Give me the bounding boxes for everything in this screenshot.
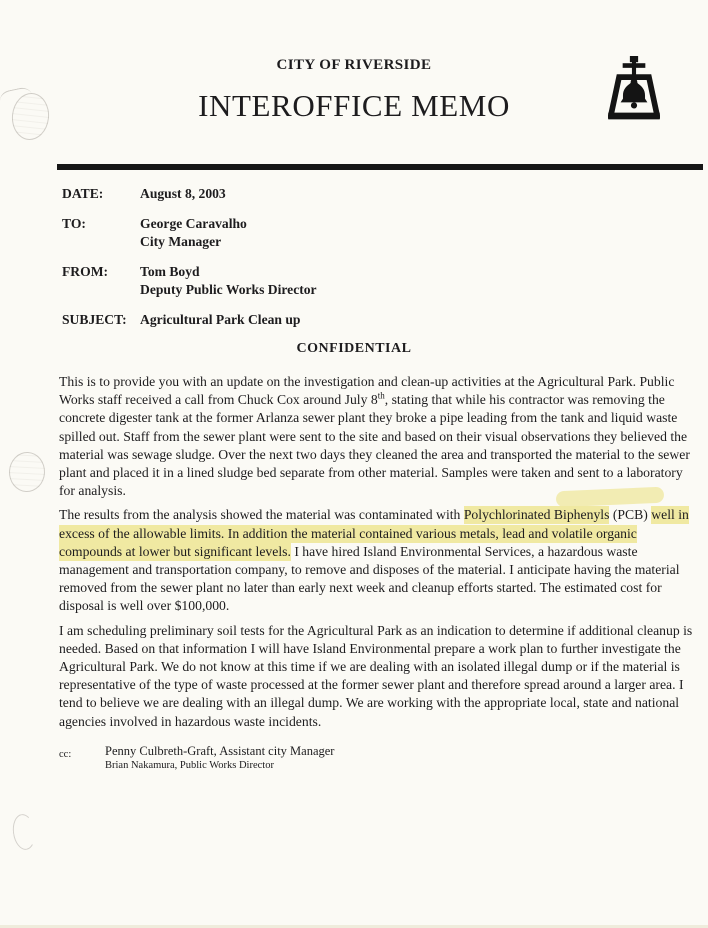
field-label: TO:: [62, 216, 86, 231]
field-label: FROM:: [62, 264, 109, 279]
field-label: SUBJECT:: [62, 312, 127, 327]
superscript-text: th: [377, 390, 385, 401]
body-paragraph: [59, 373, 702, 500]
body-paragraphs: [59, 373, 702, 731]
body-text: I have hired Island Environmental Services, a hazardous waste management and transportation company, to remove and disposes of the material. I anticipate having the material removed from the sewer plant no later than early next week and cleanup efforts started. The estimated cost for disposal is well over $100,000.: [59, 543, 680, 614]
body-paragraph: [59, 622, 702, 731]
field-label: DATE:: [62, 186, 104, 201]
field-value: [140, 185, 562, 203]
memo-field-row: [62, 263, 562, 299]
hole-punch-mark: [11, 813, 38, 852]
hole-punch-mark: [8, 451, 46, 493]
organization-name: CITY OF RIVERSIDE: [276, 57, 432, 73]
field-value-line: George Caravalho: [140, 216, 247, 231]
field-value-line: Deputy Public Works Director: [140, 282, 317, 297]
body-text: I am scheduling preliminary soil tests for the Agricultural Park as an indication to determine if additional cleanup is needed. Based on that information I will have Island Environmental prepare a work plan to further investigate the Agricultural Park. We do not know at this time if we are dealing with an isolated illegal dump or if the material is representative of the type of waste processed at the former sewer plant and therefore spread around a larger area. I tend to believe we are dealing with an illegal dump. We are working with the appropriate local, state and national agencies involved in hazardous waste incidents.: [59, 622, 693, 729]
field-value: [140, 215, 562, 251]
header-divider: [57, 164, 703, 170]
field-value-line: City Manager: [140, 234, 222, 249]
memo-field-row: [62, 215, 562, 251]
body-paragraph: [59, 506, 702, 615]
cc-recipient: Penny Culbreth-Graft, Assistant city Manager: [105, 743, 335, 758]
field-value-line: August 8, 2003: [140, 186, 226, 201]
memo-field-row: [62, 185, 562, 203]
cc-recipient: Brian Nakamura, Public Works Director: [105, 759, 274, 771]
field-value-line: Agricultural Park Clean up: [140, 312, 301, 327]
memo-fields: [62, 185, 562, 341]
highlighted-text: well in excess of the allowable limits. In addition the material contained various metals, lead and volatile organic compounds at lower but significant levels.: [59, 507, 689, 559]
body-text: The results from the analysis showed the material was contaminated with: [59, 507, 464, 523]
riverside-raincross-bell-icon: [608, 56, 660, 124]
field-value: [140, 263, 562, 299]
cc-block: [59, 743, 702, 773]
body-text: (PCB): [609, 507, 652, 523]
field-value-line: Tom Boyd: [140, 264, 200, 279]
body-text: , stating that while his contractor was removing the concrete digester tank at the former Arlanza sewer plant they broke a pipe leading from the tank and liquid waste spilled out. Staff from the sewer plant were sent to the site and based on their visual observations they believed the material was sewage sludge. Over the next two days they cleaned the area and transported the material to the sewer plant and placed it in a lined sludge bed separate from other material. Samples were taken and sent to a laboratory for analysis.: [59, 392, 690, 499]
field-value: [140, 311, 562, 329]
memo-body: [59, 373, 702, 773]
body-text: This is to provide you with an update on the investigation and clean-up activities at the Agricultural Park. Public Works staff received a call from Chuck Cox around July 8: [59, 374, 675, 408]
cc-label: cc:: [59, 748, 72, 760]
memo-field-row: [62, 311, 562, 329]
confidential-label: CONFIDENTIAL: [296, 341, 412, 356]
cc-recipients: [105, 743, 334, 773]
page-title: INTEROFFICE MEMO: [198, 88, 510, 123]
highlighted-text: Polychlorinated Biphenyls: [463, 507, 610, 523]
